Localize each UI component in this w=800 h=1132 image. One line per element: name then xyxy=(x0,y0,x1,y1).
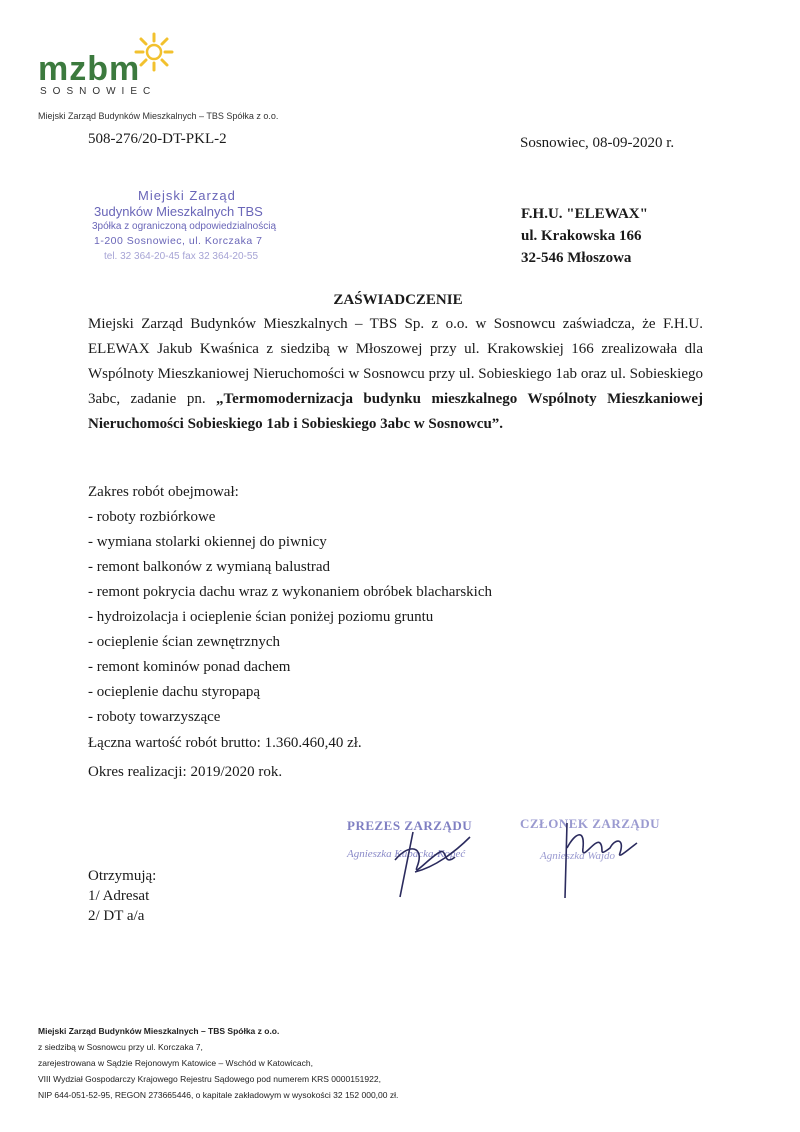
certificate-paragraph xyxy=(88,312,703,437)
company-name-line: Miejski Zarząd Budynków Mieszkalnych – TBS Spółka z o.o. xyxy=(38,111,279,121)
signature-title-president: PREZES ZARZĄDU xyxy=(347,818,473,833)
list-item: - ocieplenie ścian zewnętrznych xyxy=(88,634,280,650)
handwritten-signature-icon xyxy=(555,808,645,903)
scope-header: Zakres robót obejmował: xyxy=(88,484,239,500)
stamp-line: tel. 32 364-20-45 fax 32 364-20-55 xyxy=(104,251,258,262)
recipient-address xyxy=(521,203,648,269)
project-name: „Termomodernizacja budynku mieszkalnego Wspólnoty Mieszkaniowej Nieruchomości Sobieskiego 1ab i Sobieskiego 3abc w Sosnowcu”. xyxy=(88,391,703,432)
distribution-header: Otrzymują: xyxy=(88,868,157,884)
recipient-city: 32-546 Młoszowa xyxy=(521,250,632,266)
logo-wordmark: mzbm xyxy=(38,50,141,88)
distribution-list xyxy=(88,866,156,926)
company-footer xyxy=(38,1023,398,1103)
list-item: - ocieplenie dachu styropapą xyxy=(88,684,261,700)
signature-name-member: Agnieszka Wajdo xyxy=(540,850,616,862)
reference-number: 508-276/20-DT-PKL-2 xyxy=(88,131,227,147)
stamp-line: Miejski Zarząd xyxy=(138,188,236,203)
stamp-line: 3półka z ograniczoną odpowiedzialnością xyxy=(92,221,277,232)
stamp-line: 1-200 Sosnowiec, ul. Korczaka 7 xyxy=(94,235,263,247)
footer-line: VIII Wydział Gospodarczy Krajowego Rejestru Sądowego pod numerem KRS 0000151922, xyxy=(38,1074,381,1084)
document-title: ZAŚWIADCZENIE xyxy=(333,292,463,308)
recipient-name: F.H.U. "ELEWAX" xyxy=(521,206,648,222)
logo-city: SOSNOWIEC xyxy=(40,86,157,97)
signature-name-president: Agnieszka Kubacka-Kopeć xyxy=(347,848,466,860)
realization-period: Okres realizacji: 2019/2020 rok. xyxy=(88,764,283,780)
list-item: 2/ DT a/a xyxy=(88,908,145,924)
footer-line: NIP 644-051-52-95, REGON 273665446, o kapitale zakładowym w wysokości 32 152 000,00 zł. xyxy=(38,1090,399,1100)
list-item: 1/ Adresat xyxy=(88,888,150,904)
list-item: - remont kominów ponad dachem xyxy=(88,659,291,675)
paragraph-text: Miejski Zarząd Budynków Mieszkalnych – TBS Sp. z o.o. w Sosnowcu zaświadcza, że F.H.U. ELEWAX Jakub Kwaśnica z siedzibą w Młoszowej przy ul. Krakowskiej 166 zrealizowała dla Wspólnoty Mieszkaniowej Nieruchomości w Sosnowcu przy ul. Sobieskiego 1ab oraz ul. Sobieskiego 3abc, zadanie pn. xyxy=(88,316,703,407)
list-item: - roboty rozbiórkowe xyxy=(88,509,216,525)
footer-line: zarejestrowana w Sądzie Rejonowym Katowice – Wschód w Katowicach, xyxy=(38,1058,313,1068)
document-date: Sosnowiec, 08-09-2020 r. xyxy=(520,135,675,151)
list-item: - remont pokrycia dachu wraz z wykonaniem obróbek blacharskich xyxy=(88,584,493,600)
recipient-street: ul. Krakowska 166 xyxy=(521,228,642,244)
signature-title-member: CZŁONEK ZARZĄDU xyxy=(520,816,661,831)
total-value: Łączna wartość robót brutto: 1.360.460,40 zł. xyxy=(88,735,362,751)
list-item: - hydroizolacja i ocieplenie ścian poniżej poziomu gruntu xyxy=(88,609,434,625)
list-item: - roboty towarzyszące xyxy=(88,709,221,725)
sun-logo-icon xyxy=(132,30,176,74)
footer-line: Miejski Zarząd Budynków Mieszkalnych – TBS Spółka z o.o. xyxy=(38,1026,280,1036)
footer-line: z siedzibą w Sosnowcu przy ul. Korczaka 7, xyxy=(38,1042,203,1052)
handwritten-signature-icon xyxy=(355,812,475,902)
stamp-line: 3udynków Mieszkalnych TBS xyxy=(94,204,263,219)
list-item: - wymiana stolarki okiennej do piwnicy xyxy=(88,534,327,550)
list-item: - remont balkonów z wymianą balustrad xyxy=(88,559,331,575)
